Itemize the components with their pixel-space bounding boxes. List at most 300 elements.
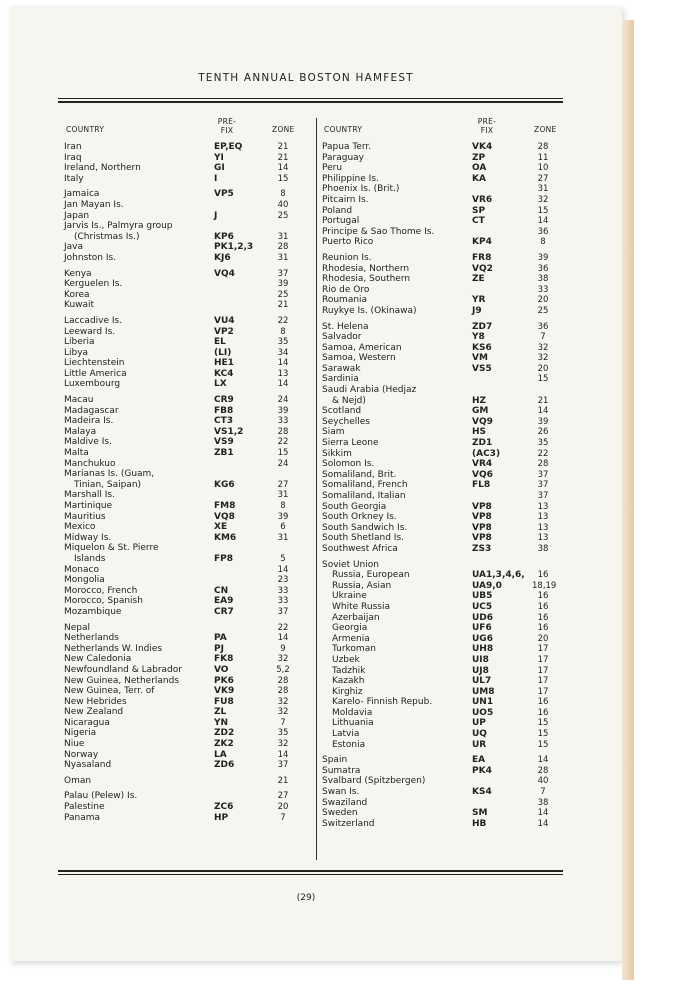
- zone-cell: 13: [537, 501, 549, 512]
- right-rows: [322, 142, 564, 829]
- zone-cell: 33: [537, 284, 549, 295]
- country-cell: Saudi Arabia (Hedjaz: [322, 385, 417, 396]
- zone-cell: 8: [540, 237, 546, 248]
- zone-cell: 39: [277, 511, 289, 522]
- country-group: [64, 189, 309, 263]
- zone-cell: 28: [277, 242, 289, 253]
- country-cell: Netherlands: [64, 633, 119, 644]
- country-cell: Ukraine: [332, 591, 367, 602]
- zone-cell: 16: [537, 697, 549, 708]
- table-row: [322, 523, 564, 534]
- country-cell: Portugal: [322, 216, 360, 227]
- table-row: [322, 560, 564, 571]
- country-cell: Georgia: [332, 623, 368, 634]
- prefix-cell: GI: [214, 163, 225, 174]
- zone-cell: 22: [277, 437, 289, 448]
- zone-cell: 37: [537, 480, 549, 491]
- table-row: [64, 623, 309, 634]
- zone-cell: 7: [540, 332, 546, 343]
- country-cell: Jamaica: [64, 189, 100, 200]
- country-cell: Libya: [64, 347, 89, 358]
- table-row: [322, 417, 564, 428]
- prefix-cell: VR4: [472, 459, 493, 470]
- table-row: [64, 290, 309, 301]
- country-cell: Sweden: [322, 808, 358, 819]
- table-row: [64, 279, 309, 290]
- table-row: [322, 184, 564, 195]
- prefix-cell: UL7: [472, 676, 492, 687]
- country-cell: Iraq: [64, 152, 82, 163]
- country-cell: Oman: [64, 775, 92, 786]
- prefix-cell: KS6: [472, 342, 492, 353]
- zone-cell: 32: [277, 707, 289, 718]
- country-cell: Pitcairn Is.: [322, 194, 369, 205]
- prefix-cell: OA: [472, 163, 487, 174]
- prefix-cell: UH8: [472, 644, 494, 655]
- table-row: [322, 676, 564, 687]
- table-row: [322, 353, 564, 364]
- table-row: [64, 416, 309, 427]
- zone-cell: 17: [537, 665, 549, 676]
- prefix-cell: UN1: [472, 697, 494, 708]
- zone-cell: 27: [277, 479, 289, 490]
- table-row: [64, 174, 309, 185]
- country-cell: Ruykye Is. (Okinawa): [322, 305, 417, 316]
- zone-cell: 20: [537, 295, 549, 306]
- zone-cell: 14: [277, 749, 289, 760]
- country-cell: Phoenix Is. (Brit.): [322, 184, 400, 195]
- prefix-cell: PK1,2,3: [214, 242, 254, 253]
- zone-cell: 27: [537, 173, 549, 184]
- country-cell: Panama: [64, 812, 101, 823]
- prefix-cell: VQ2: [472, 263, 493, 274]
- zone-header: ZONE: [272, 125, 295, 134]
- table-row: [322, 480, 564, 491]
- zone-cell: 21: [537, 395, 549, 406]
- zone-cell: 34: [277, 347, 289, 358]
- zone-cell: 36: [537, 226, 549, 237]
- table-row: [64, 776, 309, 787]
- zone-cell: 25: [277, 289, 289, 300]
- country-cell: Mongolia: [64, 575, 105, 586]
- prefix-cell: FL8: [472, 480, 491, 491]
- prefix-cell: (AC3): [472, 448, 501, 459]
- table-row: [64, 512, 309, 523]
- prefix-cell: UR: [472, 739, 487, 750]
- country-group: [64, 395, 309, 617]
- zone-cell: 14: [537, 406, 549, 417]
- prefix-cell: KS4: [472, 787, 492, 798]
- prefix-cell: PK4: [472, 765, 492, 776]
- zone-cell: 27: [277, 791, 289, 802]
- zone-cell: 32: [537, 342, 549, 353]
- country-cell: Niue: [64, 739, 85, 750]
- prefix-cell: UA9,0: [472, 580, 502, 591]
- zone-cell: 7: [280, 717, 286, 728]
- zone-cell: 32: [277, 739, 289, 750]
- table-row: [322, 459, 564, 470]
- zone-cell: 38: [537, 274, 549, 285]
- table-row: [64, 242, 309, 253]
- table-row: [64, 153, 309, 164]
- country-cell: New Zealand: [64, 707, 124, 718]
- prefix-cell: VK4: [472, 142, 493, 152]
- prefix-cell: ZE: [472, 274, 485, 285]
- country-cell: Turkoman: [332, 644, 376, 655]
- country-cell: Rio de Oro: [322, 284, 370, 295]
- country-group: [64, 623, 309, 771]
- prefix-cell: ZB1: [214, 448, 234, 459]
- table-row: [322, 602, 564, 613]
- table-row: [322, 819, 564, 830]
- prefix-cell: YN: [214, 717, 229, 728]
- prefix-cell: VM: [472, 353, 488, 364]
- prefix-cell: UF6: [472, 623, 492, 634]
- table-row: [322, 274, 564, 285]
- prefix-cell: UP: [472, 718, 486, 729]
- table-row: [64, 607, 309, 618]
- country-cell: Netherlands W. Indies: [64, 643, 163, 654]
- table-row: [322, 570, 564, 581]
- country-cell: Jarvis Is., Palmyra group: [64, 221, 173, 232]
- country-cell: Leeward Is.: [64, 326, 116, 337]
- country-group: [64, 142, 309, 184]
- zone-cell: 14: [277, 633, 289, 644]
- country-cell: New Guinea, Netherlands: [64, 675, 180, 686]
- prefix-cell: VR6: [472, 194, 493, 205]
- country-cell: (Christmas Is.): [74, 231, 140, 242]
- country-cell: St. Helena: [322, 321, 369, 332]
- zone-cell: 20: [537, 363, 549, 374]
- country-cell: Madeira Is.: [64, 416, 114, 427]
- zone-cell: 22: [277, 622, 289, 633]
- table-row: [322, 427, 564, 438]
- table-row: [322, 364, 564, 375]
- prefix-cell: UJ8: [472, 665, 489, 676]
- zone-cell: 20: [277, 802, 289, 813]
- prefix-cell: KM6: [214, 532, 237, 543]
- zone-cell: 14: [277, 379, 289, 390]
- prefix-cell: LA: [214, 749, 227, 760]
- zone-cell: 20: [537, 633, 549, 644]
- country-cell: Morocco, French: [64, 585, 138, 596]
- prefix-cell: UQ: [472, 729, 487, 740]
- country-cell: Samoa, American: [322, 342, 402, 353]
- prefix-cell: LX: [214, 379, 227, 390]
- country-cell: Paraguay: [322, 152, 365, 163]
- table-row: [64, 459, 309, 470]
- zone-cell: 26: [537, 427, 549, 438]
- table-row: [322, 655, 564, 666]
- table-row: [322, 740, 564, 751]
- prefix-header-bottom: FIX: [220, 126, 234, 135]
- prefix-cell: PJ: [214, 643, 224, 654]
- prefix-cell: ZK2: [214, 739, 234, 750]
- table-row: [322, 449, 564, 460]
- zone-cell: 17: [537, 686, 549, 697]
- zone-cell: 22: [277, 315, 289, 326]
- country-cell: Sarawak: [322, 363, 361, 374]
- table-row: [322, 295, 564, 306]
- table-row: [64, 232, 309, 243]
- prefix-cell: UA1,3,4,6,: [472, 570, 525, 581]
- zone-cell: 13: [537, 512, 549, 523]
- zone-cell: 28: [537, 142, 549, 152]
- table-row: [64, 490, 309, 501]
- right-column: [322, 118, 564, 834]
- country-cell: Lithuania: [332, 718, 374, 729]
- country-cell: Liechtenstein: [64, 358, 125, 369]
- table-row: [322, 512, 564, 523]
- country-cell: Kirghiz: [332, 686, 363, 697]
- country-cell: South Shetland Is.: [322, 533, 404, 544]
- zone-cell: 31: [537, 184, 549, 195]
- zone-cell: 32: [537, 194, 549, 205]
- country-cell: Johnston Is.: [64, 252, 117, 263]
- country-cell: Jan Mayan Is.: [64, 199, 124, 210]
- zone-cell: 32: [537, 353, 549, 364]
- table-row: [64, 697, 309, 708]
- page-title: TENTH ANNUAL BOSTON HAMFEST: [198, 72, 414, 84]
- table-row: [64, 750, 309, 761]
- prefix-cell: ZL: [214, 707, 227, 718]
- zone-cell: 28: [277, 675, 289, 686]
- zone-cell: 13: [277, 368, 289, 379]
- table-row: [64, 654, 309, 665]
- country-cell: Russia, European: [332, 570, 410, 581]
- zone-cell: 32: [277, 654, 289, 665]
- zone-cell: 16: [537, 623, 549, 634]
- zone-cell: 5,2: [276, 664, 290, 675]
- prefix-header-top: PRE-: [477, 117, 497, 126]
- country-group: [322, 322, 564, 555]
- country-cell: Swaziland: [322, 797, 368, 808]
- zone-cell: 23: [277, 575, 289, 586]
- country-group: [322, 142, 564, 248]
- prefix-cell: UG6: [472, 633, 493, 644]
- country-cell: Rhodesia, Southern: [322, 274, 411, 285]
- country-cell: Seychelles: [322, 416, 370, 427]
- table-row: [322, 306, 564, 317]
- zone-cell: 15: [537, 718, 549, 729]
- country-cell: Salvador: [322, 332, 362, 343]
- table-row: [64, 728, 309, 739]
- prefix-cell: FB8: [214, 405, 234, 416]
- prefix-cell: VK9: [214, 686, 235, 697]
- zone-cell: 28: [277, 426, 289, 437]
- top-rule-double: [58, 101, 563, 103]
- column-divider: [316, 118, 317, 860]
- country-cell: Nicaragua: [64, 717, 110, 728]
- zone-cell: 31: [277, 532, 289, 543]
- left-column: [64, 118, 309, 828]
- country-group: [64, 776, 309, 787]
- prefix-cell: FP8: [214, 553, 234, 564]
- table-row: [64, 802, 309, 813]
- table-row: [322, 718, 564, 729]
- zone-cell: 35: [277, 337, 289, 348]
- zone-cell: 15: [277, 448, 289, 459]
- country-cell: Monaco: [64, 564, 99, 575]
- prefix-cell: EP,EQ: [214, 142, 243, 152]
- prefix-cell: EL: [214, 337, 226, 348]
- country-group: [64, 316, 309, 390]
- prefix-cell: KC4: [214, 368, 234, 379]
- prefix-cell: VP8: [472, 501, 492, 512]
- prefix-cell: UC5: [472, 601, 493, 612]
- country-cell: Soviet Union: [322, 559, 379, 570]
- table-row: [322, 666, 564, 677]
- zone-cell: 28: [537, 765, 549, 776]
- table-row: [64, 522, 309, 533]
- zone-cell: 8: [280, 326, 286, 337]
- table-row: [322, 264, 564, 275]
- left-column-header: [64, 118, 309, 142]
- table-row: [64, 686, 309, 697]
- country-cell: New Hebrides: [64, 696, 127, 707]
- country-cell: Papua Terr.: [322, 142, 372, 152]
- country-cell: Java: [64, 242, 84, 253]
- country-cell: Russia, Asian: [332, 580, 392, 591]
- table-row: [322, 153, 564, 164]
- table-row: [322, 787, 564, 798]
- zone-cell: 14: [537, 818, 549, 829]
- zone-cell: 36: [537, 321, 549, 332]
- table-row: [322, 533, 564, 544]
- country-cell: Rhodesia, Northern: [322, 263, 410, 274]
- table-row: [64, 760, 309, 771]
- zone-header: ZONE: [534, 125, 557, 134]
- table-row: [322, 163, 564, 174]
- country-cell: Palau (Pelew) Is.: [64, 791, 138, 802]
- zone-cell: 7: [540, 787, 546, 798]
- prefix-cell: UM8: [472, 686, 495, 697]
- country-cell: Siam: [322, 427, 345, 438]
- country-cell: Sardinia: [322, 374, 359, 385]
- table-row: [64, 480, 309, 491]
- table-row: [322, 470, 564, 481]
- table-row: [64, 676, 309, 687]
- prefix-cell: SP: [472, 205, 486, 216]
- country-cell: Somaliland, Italian: [322, 491, 406, 501]
- country-cell: South Sandwich Is.: [322, 522, 408, 533]
- country-group: [64, 269, 309, 311]
- prefix-cell: VP2: [214, 326, 234, 337]
- prefix-cell: UB5: [472, 591, 493, 602]
- prefix-cell: VQ8: [214, 511, 235, 522]
- prefix-cell: UO5: [472, 707, 494, 718]
- country-cell: Sumatra: [322, 765, 361, 776]
- zone-cell: 16: [537, 601, 549, 612]
- zone-cell: 18,19: [532, 580, 557, 591]
- zone-cell: 15: [537, 739, 549, 750]
- zone-cell: 16: [537, 591, 549, 602]
- table-row: [322, 343, 564, 354]
- table-row: [322, 322, 564, 333]
- country-cell: Marshall Is.: [64, 490, 115, 501]
- zone-cell: 13: [537, 522, 549, 533]
- table-row: [322, 502, 564, 513]
- zone-cell: 16: [537, 707, 549, 718]
- prefix-cell: SM: [472, 808, 488, 819]
- country-cell: Martinique: [64, 501, 113, 511]
- zone-cell: 38: [537, 797, 549, 808]
- prefix-cell: HS: [472, 427, 487, 438]
- zone-cell: 21: [277, 300, 289, 311]
- table-row: [64, 406, 309, 417]
- zone-cell: 15: [537, 374, 549, 385]
- prefix-cell: VO: [214, 664, 229, 675]
- table-row: [322, 776, 564, 787]
- table-row: [64, 437, 309, 448]
- prefix-header-top: PRE-: [217, 117, 237, 126]
- country-cell: Malta: [64, 448, 89, 459]
- zone-cell: 40: [537, 776, 549, 787]
- zone-cell: 31: [277, 231, 289, 242]
- zone-cell: 14: [537, 808, 549, 819]
- table-row: [64, 200, 309, 211]
- zone-cell: 7: [280, 812, 286, 823]
- country-cell: Principe & Sao Thome Is.: [322, 226, 435, 237]
- table-row: [64, 739, 309, 750]
- country-cell: Maldive Is.: [64, 437, 112, 448]
- table-row: [322, 613, 564, 624]
- table-row: [322, 544, 564, 555]
- country-cell: & Nejd): [332, 395, 366, 406]
- country-cell: Ireland, Northern: [64, 163, 141, 174]
- country-cell: Tadzhik: [332, 665, 366, 676]
- prefix-cell: ZD1: [472, 438, 493, 449]
- zone-cell: 22: [537, 448, 549, 459]
- table-row: [64, 269, 309, 280]
- zone-cell: 17: [537, 644, 549, 655]
- country-cell: Nigeria: [64, 728, 97, 739]
- table-row: [322, 634, 564, 645]
- table-row: [322, 396, 564, 407]
- zone-cell: 36: [537, 263, 549, 274]
- country-cell: Norway: [64, 749, 99, 760]
- table-row: [322, 687, 564, 698]
- zone-cell: 8: [280, 501, 286, 511]
- country-cell: Somaliland, Brit.: [322, 469, 397, 480]
- country-cell: Nepal: [64, 622, 90, 633]
- table-row: [64, 369, 309, 380]
- table-row: [322, 623, 564, 634]
- country-cell: Samoa, Western: [322, 353, 396, 364]
- zone-cell: 14: [537, 755, 549, 766]
- prefix-cell: KP4: [472, 237, 492, 248]
- country-cell: Little America: [64, 368, 127, 379]
- zone-cell: 28: [537, 459, 549, 470]
- zone-cell: 15: [537, 205, 549, 216]
- prefix-cell: CR9: [214, 395, 234, 406]
- country-cell: Solomon Is.: [322, 459, 375, 470]
- country-cell: Nyasaland: [64, 760, 112, 771]
- prefix-cell: J9: [472, 305, 482, 316]
- table-row: [64, 791, 309, 802]
- country-cell: Miquelon & St. Pierre: [64, 543, 159, 554]
- prefix-cell: ZD6: [214, 760, 235, 771]
- zone-cell: 15: [277, 173, 289, 184]
- prefix-cell: ZD7: [472, 321, 493, 332]
- table-row: [322, 253, 564, 264]
- country-cell: Armenia: [332, 633, 370, 644]
- zone-cell: 17: [537, 676, 549, 687]
- country-cell: Luxembourg: [64, 379, 121, 390]
- table-row: [322, 808, 564, 819]
- zone-cell: 39: [277, 279, 289, 290]
- page-edge: [622, 20, 634, 980]
